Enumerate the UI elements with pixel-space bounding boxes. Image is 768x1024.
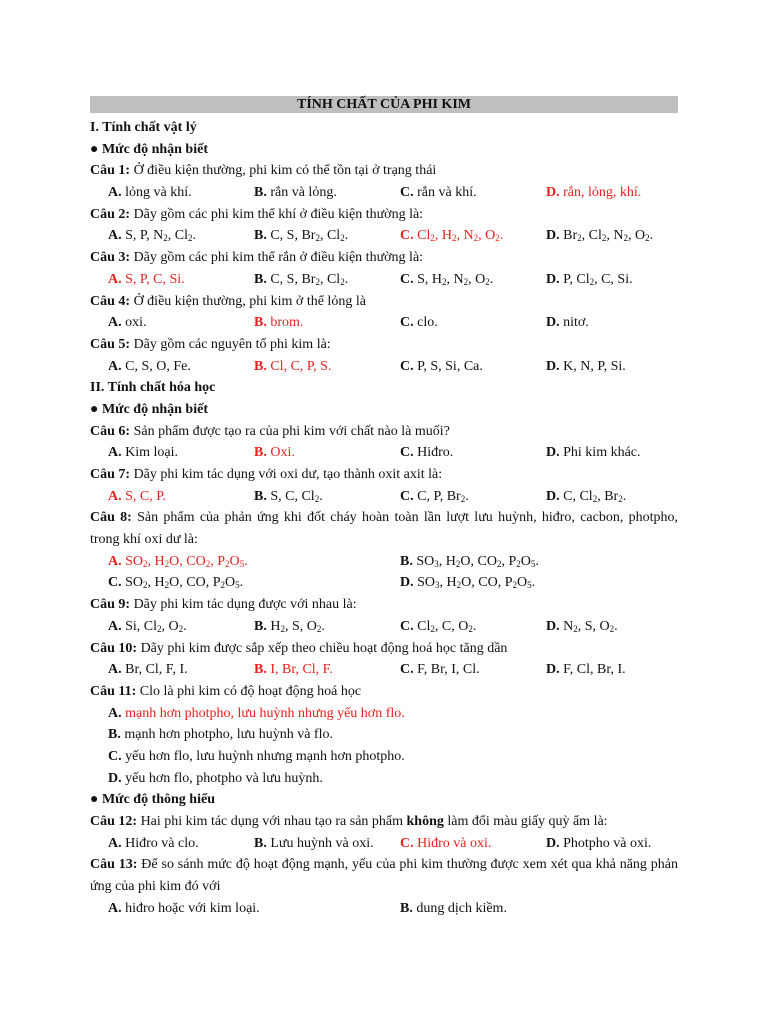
options-2 xyxy=(90,225,678,247)
option-c-correct: C. $Cl_2$, $H_2$, $N_2$, $O_2$. xyxy=(400,228,504,244)
option-d: D. yếu hơn flo, photpho và lưu huỳnh. xyxy=(108,770,323,786)
option-c: C. C, P, $Br_2$. xyxy=(400,488,469,504)
options-12 xyxy=(90,833,678,855)
question-9: Câu 9: Dãy phi kim tác dụng được với nhau là: xyxy=(90,597,357,613)
option-a: A. C, S, O, Fe. xyxy=(108,358,191,374)
question-1: Câu 1: Ở điều kiện thường, phi kim có thể tồn tại ở trạng thái xyxy=(90,163,437,179)
question-7: Câu 7: Dãy phi kim tác dụng với oxi dư, tạo thành oxit axit là: xyxy=(90,467,443,482)
option-b: B. C, S, $Br_2$, $Cl_2$. xyxy=(254,228,349,244)
option-b-correct: B. Cl, C, P, S. xyxy=(254,358,332,374)
option-c: C. Hiđro. xyxy=(400,445,454,461)
section-heading: I. Tính chất vật lý xyxy=(90,120,197,135)
options-9 xyxy=(90,616,678,638)
options-10 xyxy=(90,659,678,681)
option-c: C. yếu hơn flo, lưu huỳnh nhưng mạnh hơn photpho. xyxy=(108,748,405,764)
document-page xyxy=(90,96,678,920)
option-a-correct: A. S, P, C, Si. xyxy=(108,271,185,287)
option-a: A. S, P, $N_2$, $Cl_2$. xyxy=(108,228,196,244)
option-d: D. F, Cl, Br, I. xyxy=(546,662,626,678)
option-a: A. Si, $Cl_2$, $O_2$. xyxy=(108,618,187,634)
option-b: B. S, C, $Cl_2$. xyxy=(254,488,323,504)
options-5 xyxy=(90,356,678,378)
question-12: Câu 12: Hai phi kim tác dụng với nhau tạo ra sản phẩm không làm đổi màu giấy quỳ ẩm là: xyxy=(90,814,608,830)
options-6 xyxy=(90,442,678,464)
option-b: B. C, S, $Br_2$, $Cl_2$. xyxy=(254,271,349,287)
level-heading: ● Mức độ thông hiểu xyxy=(90,792,215,808)
question-6: Câu 6: Sản phẩm được tạo ra của phi kim với chất nào là muối? xyxy=(90,423,450,439)
option-c: C. $Cl_2$, C, $O_2$. xyxy=(400,618,477,634)
option-a: A. Hiđro và clo. xyxy=(108,835,199,851)
question-10: Câu 10: Dãy phi kim được sắp xếp theo chiều hoạt động hoá học tăng dần xyxy=(90,640,508,656)
options-4 xyxy=(90,312,678,334)
question-8: Câu 8: Sản phẩm của phản ứng khi đốt cháy hoàn toàn lần lượt lưu huỳnh, hiđro, cacbon, photpho, trong khí oxi dư là: xyxy=(90,510,679,548)
option-a-correct: A. S, C, P. xyxy=(108,488,166,504)
option-c: C. S, $H_2$, $N_2$, $O_2$. xyxy=(400,271,494,287)
option-b: B. $SO_3$, $H_2O$, $CO_2$, $P_2O_5$. xyxy=(400,553,539,569)
option-d: D. $N_2$, S, $O_2$. xyxy=(546,618,618,634)
question-11: Câu 11: Clo là phi kim có độ hoạt động hoá học xyxy=(90,683,362,699)
option-d: D. K, N, P, Si. xyxy=(546,358,626,374)
options-3 xyxy=(90,269,678,291)
option-c: C. clo. xyxy=(400,315,438,331)
level-heading: ● Mức độ nhận biết xyxy=(90,401,208,417)
option-b-correct: B. brom. xyxy=(254,315,304,331)
option-a: A. oxi. xyxy=(108,315,147,331)
options-1 xyxy=(90,182,678,204)
option-d: D. $Br_2$, $Cl_2$, $N_2$, $O_2$. xyxy=(546,228,654,244)
question-4: Câu 4: Ở điều kiện thường, phi kim ở thể lỏng là xyxy=(90,293,366,309)
options-8-row2 xyxy=(90,572,678,594)
option-a: A. Br, Cl, F, I. xyxy=(108,662,188,678)
options-13 xyxy=(90,898,678,920)
option-d: D. C, $Cl_2$, $Br_2$. xyxy=(546,488,627,504)
option-c: C. F, Br, I, Cl. xyxy=(400,662,480,678)
option-d-correct: D. rắn, lỏng, khí. xyxy=(546,185,642,201)
option-b: B. dung dịch kiềm. xyxy=(400,900,507,916)
question-3: Câu 3: Dãy gồm các phi kim thể rắn ở điều kiện thường là: xyxy=(90,250,424,266)
options-7 xyxy=(90,486,678,508)
question-2: Câu 2: Dãy gồm các phi kim thể khí ở điều kiện thường là: xyxy=(90,206,424,222)
option-d: D. Photpho và oxi. xyxy=(546,835,652,851)
question-13: Câu 13: Để so sánh mức độ hoạt động mạnh, yếu của phi kim thường được xem xét qua khả năng phản ứng của phi kim đó với xyxy=(90,857,679,895)
question-5: Câu 5: Dãy gồm các nguyên tố phi kim là: xyxy=(90,336,331,352)
option-b: B. mạnh hơn photpho, lưu huỳnh và flo. xyxy=(108,727,333,743)
option-c: C. rắn và khí. xyxy=(400,185,477,201)
option-b: B. rắn và lỏng. xyxy=(254,185,337,201)
option-a: A. hiđro hoặc với kim loại. xyxy=(108,900,260,916)
option-b: B. Lưu huỳnh và oxi. xyxy=(254,835,374,851)
option-d: D. $SO_3$, $H_2O$, CO, $P_2O_5$. xyxy=(400,575,536,591)
level-heading: ● Mức độ nhận biết xyxy=(90,141,208,157)
option-a-correct: A. $SO_2$, $H_2O$, $CO_2$, $P_2O_5$. xyxy=(108,553,248,569)
option-b-correct: B. I, Br, Cl, F. xyxy=(254,662,333,678)
options-8-row1 xyxy=(90,551,678,573)
option-c-correct: C. Hiđro và oxi. xyxy=(400,835,492,851)
option-d: D. P, $Cl_2$, C, Si. xyxy=(546,271,633,287)
option-d: D. Phi kim khác. xyxy=(546,445,641,461)
option-d: D. nitơ. xyxy=(546,315,589,331)
option-a: A. lỏng và khí. xyxy=(108,185,192,201)
section-heading: II. Tính chất hóa học xyxy=(90,380,216,396)
option-a-correct: A. mạnh hơn photpho, lưu huỳnh nhưng yếu hơn flo. xyxy=(108,705,405,721)
option-c: C. $SO_2$, $H_2O$, CO, $P_2O_5$. xyxy=(108,575,244,591)
option-a: A. Kim loại. xyxy=(108,445,179,461)
page-title: TÍNH CHẤT CỦA PHI KIM xyxy=(90,96,678,113)
option-c: C. P, S, Si, Ca. xyxy=(400,358,483,374)
option-b-correct: B. Oxi. xyxy=(254,445,295,461)
option-b: B. $H_2$, S, $O_2$. xyxy=(254,618,325,634)
